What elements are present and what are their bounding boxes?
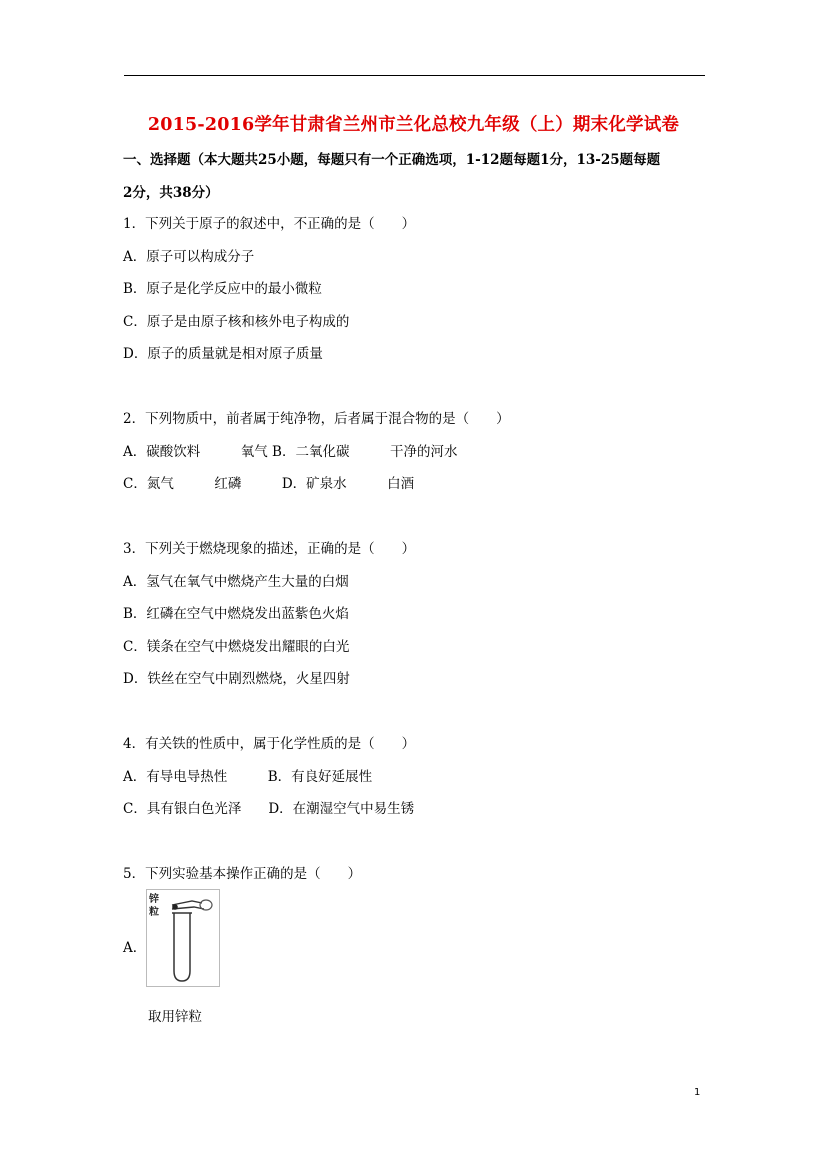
test-tube-zinc-figure xyxy=(146,889,220,987)
figure-label-zinc-1: 锌 xyxy=(149,894,159,905)
question-2-options-ab: A．碳酸饮料 氧气 B．二氧化碳 干净的河水 xyxy=(123,444,458,460)
question-2-stem: 2．下列物质中，前者属于纯净物，后者属于混合物的是（ ） xyxy=(123,411,510,427)
question-4-stem: 4．有关铁的性质中，属于化学性质的是（ ） xyxy=(123,736,416,752)
question-3-stem: 3．下列关于燃烧现象的描述，正确的是（ ） xyxy=(123,541,416,557)
question-5-option-a-label: A． xyxy=(123,940,147,956)
question-4-options-ab: A．有导电导热性 B．有良好延展性 xyxy=(123,769,373,785)
question-3-option-d: D．铁丝在空气中剧烈燃烧，火星四射 xyxy=(123,671,350,687)
figure-label-zinc-2: 粒 xyxy=(149,907,159,918)
question-1-option-d: D．原子的质量就是相对原子质量 xyxy=(123,346,323,362)
question-3-option-c: C．镁条在空气中燃烧发出耀眼的白光 xyxy=(123,639,350,655)
section-heading-line2: 2分，共38分） xyxy=(123,185,219,201)
question-1-stem: 1．下列关于原子的叙述中，不正确的是（ ） xyxy=(123,216,416,232)
question-1-option-c: C．原子是由原子核和核外电子构成的 xyxy=(123,314,350,330)
question-3-option-a: A．氢气在氧气中燃烧产生大量的白烟 xyxy=(123,574,349,590)
question-4-options-cd: C．具有银白色光泽 D．在潮湿空气中易生锈 xyxy=(123,801,415,817)
question-5-stem: 5．下列实验基本操作正确的是（ ） xyxy=(123,866,362,882)
question-1-option-a: A．原子可以构成分子 xyxy=(123,249,255,265)
question-3-option-b: B．红磷在空气中燃烧发出蓝紫色火焰 xyxy=(123,606,349,622)
header-rule xyxy=(124,75,705,76)
question-5-option-a-caption: 取用锌粒 xyxy=(148,1009,202,1025)
page-number: 1 xyxy=(694,1087,701,1098)
page-title: 2015-2016学年甘肃省兰州市兰化总校九年级（上）期末化学试卷 xyxy=(147,115,680,135)
question-1-option-b: B．原子是化学反应中的最小微粒 xyxy=(123,281,322,297)
section-heading-line1: 一、选择题（本大题共25小题，每题只有一个正确选项，1-12题每题1分，13-25题每题 xyxy=(123,152,661,168)
question-2-options-cd: C．氮气 红磷 D．矿泉水 白酒 xyxy=(123,476,415,492)
